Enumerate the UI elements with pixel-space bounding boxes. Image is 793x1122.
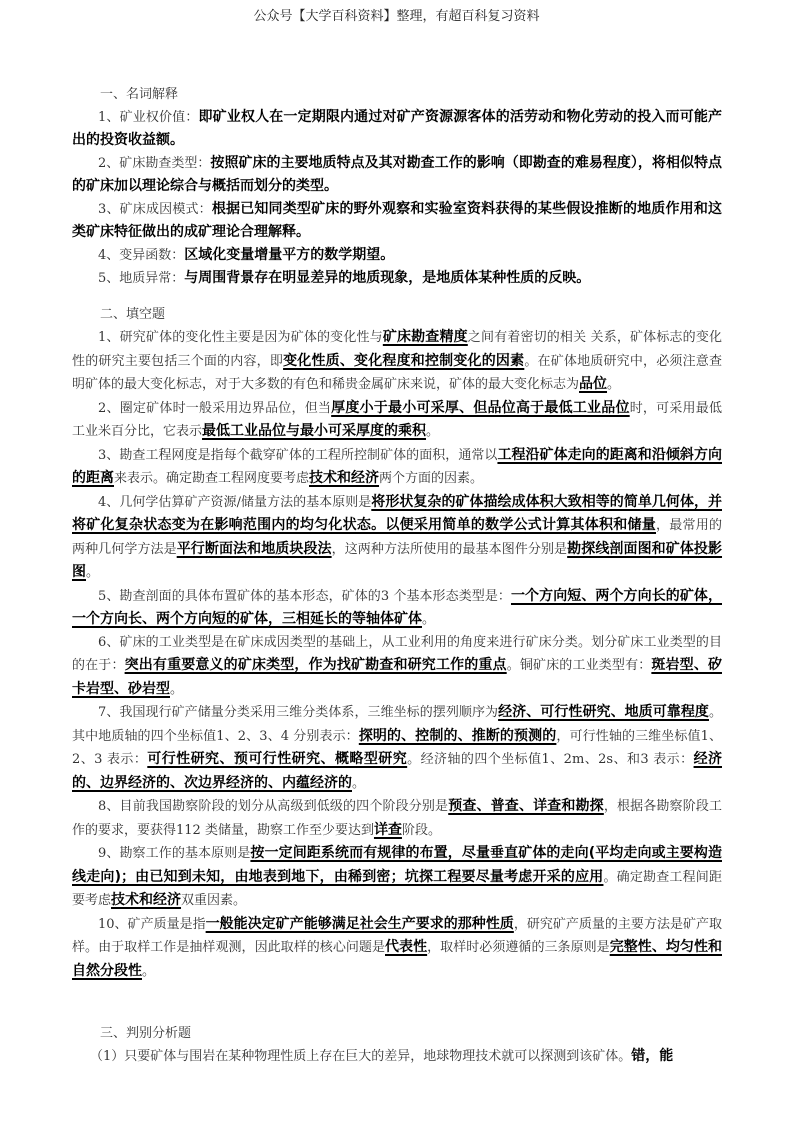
term-label: 1、矿业权价值： [98,110,199,125]
answer-blank: 斑岩型、矽卡岩型、砂岩型 [72,657,722,697]
term-label: 5、地质异常： [98,271,185,286]
definition-item [72,267,722,290]
answer-blank: 技术和经济 [309,470,380,486]
answer-blank: 经济的、边界经济的、次边界经济的、内蕴经济的 [72,751,722,791]
question-text: 来表示。确定勘查工程网度要考虑 [114,471,310,486]
question-text: 阶段。 [401,822,441,838]
question-text: ，根据各勘察阶段工作的要求，要获得112 类储量，勘察工作至少要达到 [72,799,722,838]
answer-blank: 厚度小于最小可采厚、但品位高于最低工业品位 [331,399,630,416]
question-text: 3、勘查工程网度是指每个截穿矿体的工程所控制矿体的面积，通常以 [98,447,498,463]
term-definition: 根据已知同类型矿床的野外观察和实验室资料获得的某些假设推断的地质作用和这类矿床特征做出的成矿理论合理解释。 [72,201,722,240]
definition-item [72,244,722,267]
question-text: 。 [86,565,100,580]
definition-item [72,106,722,152]
answer-blank: 详查 [373,821,402,838]
answer-blank: 代表性 [385,939,428,955]
answer-blank: 矿床勘查精度 [382,329,468,345]
term-definition: 与周围背景存在明显差异的地质现象，是地质体某种性质的反映。 [184,270,591,286]
term-definition: 按照矿床的主要地质特点及其对勘查工作的影响（即勘查的难易程度），将相似特点的矿床加以理论综合与概括而划分的类型。 [72,155,722,194]
answer-blank: 勘探线剖面图和矿体投影图 [72,540,723,580]
term-definition: 区域化变量增量平方的数学期望。 [184,247,395,263]
term-label: 2、矿床勘查类型： [98,156,211,171]
section-title-definitions: 一、名词解释 [100,87,179,102]
answer-blank: 一个方向短、两个方向长的矿体，一个方向长、两个方向短的矿体，三相延长的等轴体矿体 [72,587,722,627]
question-text: 之间有着密切的相关 关系，矿体标志的变化性的研究主要包括三个面的内容，即 [72,330,722,369]
question-text: 。在矿体地质研究中，必须注意查明矿体的最大变化标志，对于大多数的有色和稀贵金属矿床来说，矿体的最大变化标志为 [72,353,722,392]
answer-blank: 变化性质、变化程度和控制变化的因素 [283,352,525,369]
fill-question-8 [72,795,722,842]
answer-blank: 预查、普查、详查和勘探 [448,798,604,814]
answer-blank: 平行断面法和地质块段法 [176,540,332,557]
answer-blank: 探明的、控制的、推断的预测的 [358,727,557,744]
question-text: ，可行性轴的三维坐标值1、2、3 表示： [72,728,723,767]
question-text: 6、矿床的工业类型是在矿床成因类型的基础上，从工业利用的角度来进行矿床分类。划分矿床工业类型的目的在于： [72,634,722,673]
answer-blank: 可行性研究、预可行性研究、概略型研究 [147,751,408,767]
question-text: 7、我国现行矿产储量分类采用三维分类体系，三维坐标的摆列顺序为 [98,705,499,720]
question-text: 1、研究矿体的变化性主要是因为矿体的变化性与 [98,330,383,345]
question-text: ，取样时必须遵循的三条原则是 [427,940,610,955]
answer-blank: 一般能决定矿产能够满足社会生产要求的那种性质 [205,915,514,932]
question-text: 。 [607,377,621,392]
judgment-question-1 [72,1045,722,1069]
section-title-judgment: 三、判别分析题 [100,1026,192,1041]
fill-question-1 [72,326,722,397]
question-text: 。铜矿床的工业类型有： [506,658,652,673]
fill-question-5 [72,585,722,632]
answer-blank: 品位 [579,376,608,392]
question-text: 5、勘查剖面的具体布置矿体的基本形态，矿体的3 个基本形态类型是： [98,588,511,604]
term-definition: 即矿业权人在一定期限内通过对矿产资源源客体的活劳动和物化劳动的投入而可能产出的投资收益额。 [72,109,722,148]
fill-question-9 [72,842,722,913]
definition-item [72,152,722,198]
question-text: 2、圈定矿体时一般采用边界品位，但当 [98,400,332,416]
answer-blank: 完整性、均匀性和自然分段性 [72,939,722,979]
section-title-fill-blank: 二、填空题 [100,307,166,322]
answer-blank: 按一定间距系统而有规律的布置，尽量垂直矿体的走向(平均走向或主要构造线走向)；由已知到未知，由地表到地下，由稀到密；坑探工程要尽量考虑开采的应用 [72,845,722,885]
answer-blank: 将形状复杂的矿体描绘成体积大致相等的简单几何体，并将矿化复杂状态变为在影响范围内的均匀化状态。以便采用简单的数学公式计算其体积和储量 [72,493,722,533]
question-text: 。 [422,612,436,627]
fill-question-3 [72,444,722,491]
page-header: 公众号【大学百科资料】整理，有超百科复习资料 [253,9,540,24]
answer-blank: 突出有重要意义的矿床类型，作为找矿勘查和研究工作的重点 [124,657,507,673]
fill-question-2 [72,397,722,444]
question-text: 8、目前我国勘察阶段的划分从高级到低级的四个阶段分别是 [98,799,449,814]
question-text: 时，可采用最低工业米百分比，它表示 [72,400,722,439]
fill-question-7 [72,701,722,795]
question-text: ，研究矿产质量的主要方法是矿产取样。由于取样工作是抽样观测，因此取样的核心问题是 [72,916,722,955]
definition-item [72,198,722,244]
fill-question-4 [72,491,722,585]
term-label: 4、变异函数： [98,248,185,263]
document-body [72,84,722,1069]
question-text: ，最常用的两种几何学方法是 [72,518,722,557]
answer-blank: 技术和经济 [111,892,182,908]
question-text: 10、矿产质量是指 [98,916,206,932]
term-label: 3、矿床成因模式： [98,202,212,217]
answer-blank: 工程沿矿体走向的距离和沿倾斜方向的距离 [72,446,722,486]
question-text: 。 [426,424,440,439]
answer-blank: 最低工业品位与最小可采厚度的乘积 [202,423,427,439]
question-text: 4、几何学估算矿产资源/储量方法的基本原则是 [98,494,372,510]
judgment-answer: 错，能 [631,1048,674,1064]
fill-question-10 [72,913,722,984]
question-text: 。 [352,775,366,791]
answer-blank: 经济、可行性研究、地质可靠程度 [498,704,709,720]
question-text: ，这两种方法所使用的最基本图件分别是 [331,541,568,557]
question-text: 。 [170,681,184,697]
question-text: 两个方面的因素。 [379,471,484,486]
question-text: 。 [142,963,156,979]
question-text: 。经济轴的四个坐标值1、2m、2s、和3 表示： [407,752,694,767]
question-text: 。确定勘查工程间距要考虑 [72,869,722,908]
question-text: 。其中地质轴的四个坐标值1、2、3、4 分别表示： [72,705,722,744]
question-text: 双重因素。 [181,893,247,908]
question-text: 9、勘察工作的基本原则是 [98,846,251,861]
fill-question-6 [72,632,722,702]
question-text: （1）只要矿体与围岩在某种物理性质上存在巨大的差异，地球物理技术就可以探测到该矿体。 [90,1049,632,1064]
